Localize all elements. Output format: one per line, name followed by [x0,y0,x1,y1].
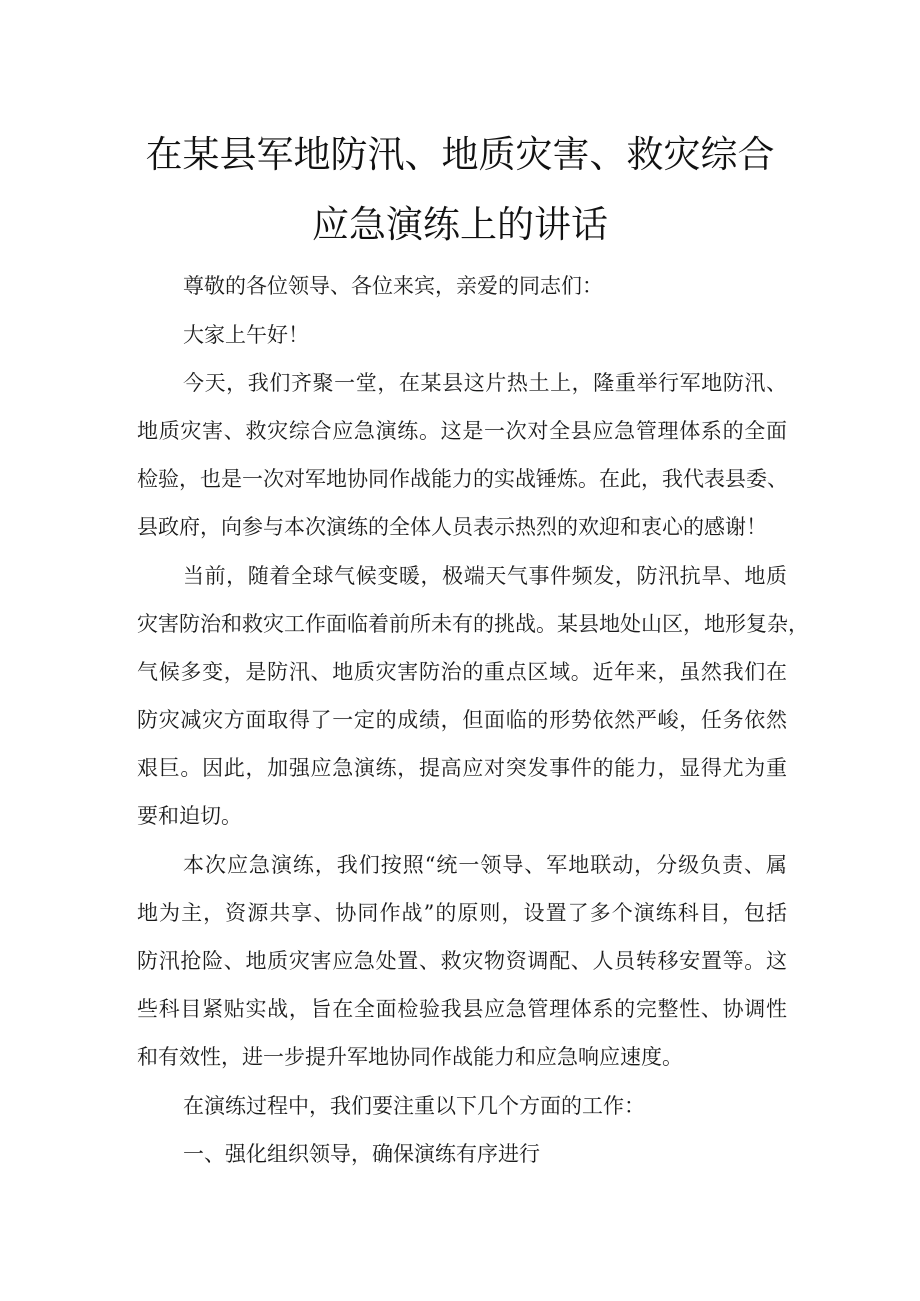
greeting: 大家上午好！ [183,323,309,347]
section-heading-1: 一、强化组织领导，确保演练有序进行 [183,1142,540,1166]
paragraph-1-line: 检验，也是一次对军地协同作战能力的实战锤炼。在此，我代表县委、 [137,467,788,491]
title-line-1: 在某县军地防汛、地质灾害、救灾综合 [145,133,775,176]
paragraph-3-line: 本次应急演练，我们按照“统一领导、军地联动，分级负责、属 [183,853,787,877]
paragraph-3-line: 些科目紧贴实战，旨在全面检验我县应急管理体系的完整性、协调性 [137,997,787,1021]
title-line-2: 应急演练上的讲话 [312,203,608,246]
paragraph-1-line: 地质灾害、救灾综合应急演练。这是一次对全县应急管理体系的全面 [137,419,787,443]
paragraph-3-line: 和有效性，进一步提升军地协同作战能力和应急响应速度。 [137,1045,683,1069]
paragraph-2-line: 当前，随着全球气候变暖，极端天气事件频发，防汛抗旱、地质 [183,564,787,588]
paragraph-3-line: 地为主，资源共享、协同作战”的原则，设置了多个演练科目，包括 [137,901,787,925]
paragraph-2-line: 艰巨。因此，加强应急演练，提高应对突发事件的能力，显得尤为重 [137,756,787,780]
paragraph-2-line: 气候多变，是防汛、地质灾害防治的重点区域。近年来，虽然我们在 [137,660,787,684]
paragraph-1-line: 县政府，向参与本次演练的全体人员表示热烈的欢迎和衷心的感谢！ [137,515,767,539]
paragraph-4-line: 在演练过程中，我们要注重以下几个方面的工作： [183,1094,645,1118]
paragraph-3-line: 防汛抢险、地质灾害应急处置、救灾物资调配、人员转移安置等。这 [137,949,787,973]
paragraph-2-line: 要和迫切。 [137,804,242,828]
paragraph-2-line: 灾害防治和救灾工作面临着前所未有的挑战。某县地处山区，地形复杂， [137,612,809,636]
salutation: 尊敬的各位领导、各位来宾，亲爱的同志们： [183,274,603,298]
paragraph-1-line: 今天，我们齐聚一堂，在某县这片热土上，隆重举行军地防汛、 [183,371,787,395]
paragraph-2-line: 防灾减灾方面取得了一定的成绩，但面临的形势依然严峻，任务依然 [137,708,787,732]
